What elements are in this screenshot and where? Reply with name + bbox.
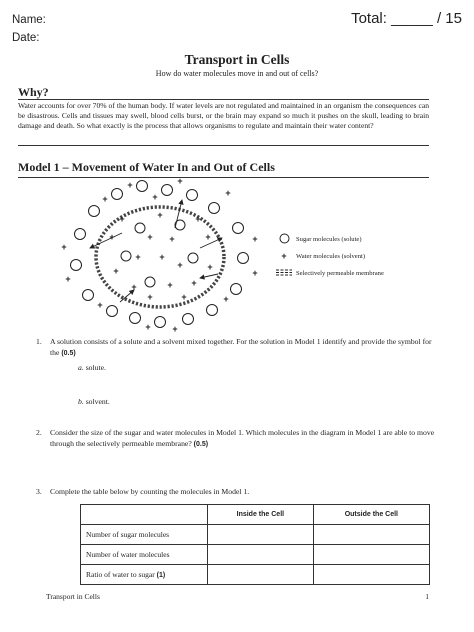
water-molecule: +	[152, 192, 158, 202]
water-molecule: +	[97, 300, 103, 310]
sugar-molecule	[75, 229, 86, 240]
water-molecule: +	[167, 280, 173, 290]
water-molecule: +	[109, 232, 115, 242]
sugar-molecule	[209, 203, 220, 214]
page-title: Transport in Cells	[184, 52, 290, 67]
water-molecules	[61, 178, 257, 334]
table-row	[81, 525, 430, 545]
part-text: solvent.	[85, 397, 110, 406]
water-molecule: +	[157, 210, 163, 220]
sugar-molecule	[207, 305, 218, 316]
model-heading: Model 1 – Movement of Water In and Out of Cells	[18, 160, 275, 174]
part-letter: a.	[78, 363, 84, 372]
water-molecule: +	[181, 292, 187, 302]
date-label: Date:	[12, 32, 40, 44]
water-molecule: +	[131, 282, 137, 292]
table-row	[81, 565, 430, 585]
table-header-blank	[81, 505, 208, 525]
circle-icon	[276, 233, 292, 246]
sugar-molecule	[89, 206, 100, 217]
table-header-outside: Outside the Cell	[313, 505, 429, 525]
sugar-molecule	[83, 290, 94, 301]
water-molecule: +	[252, 268, 258, 278]
sugar-molecule	[112, 189, 123, 200]
row-points: (1)	[156, 572, 166, 579]
inside-cell-answer[interactable]	[208, 525, 314, 545]
question-2	[36, 428, 435, 450]
water-molecule: +	[169, 234, 175, 244]
legend-membrane	[276, 268, 384, 278]
sugar-molecule	[145, 277, 155, 287]
legend-water-label: Water molecules (solvent)	[296, 252, 366, 260]
inside-cell-answer[interactable]	[208, 565, 314, 585]
page-number: 1	[425, 592, 429, 601]
page-subtitle: How do water molecules move in and out of cells?	[155, 69, 319, 78]
question-1	[36, 337, 435, 359]
name-label: Name:	[12, 14, 46, 26]
question-number: 2.	[36, 428, 42, 437]
row-label: Ratio of water to sugar (1)	[81, 565, 208, 585]
legend-membrane-label: Selectively permeable membrane	[296, 269, 384, 277]
water-molecule: +	[207, 262, 213, 272]
dashed-line-icon	[276, 268, 292, 278]
sugar-molecule	[188, 253, 198, 263]
question-points: (0.5)	[193, 440, 209, 448]
water-molecule: +	[65, 274, 71, 284]
why-bottom-rule	[18, 145, 429, 146]
row-label: Number of water molecules	[81, 545, 208, 565]
sugar-molecule	[135, 223, 145, 233]
why-text: Water accounts for over 70% of the human body. If water levels are not regulated and maintained in an organism the consequences can be disastrous. Cells and tissues may swell, blood cells burst, or the brain may expand so much it pushes on the skull, leading to brain damage and death. So what exactly is the process that allows organisms to regulate and maintain their water content?	[18, 101, 429, 130]
water-molecule: +	[177, 260, 183, 270]
table-row	[81, 545, 430, 565]
water-molecule: +	[225, 188, 231, 198]
sugar-molecule	[183, 314, 194, 325]
footer-title: Transport in Cells	[46, 592, 100, 601]
legend-sugar	[276, 233, 362, 246]
water-molecule: +	[159, 252, 165, 262]
sugar-molecule	[233, 223, 244, 234]
water-molecule: +	[177, 178, 183, 186]
legend-water	[276, 251, 365, 261]
legend-sugar-label: Sugar molecules (solute)	[296, 236, 362, 243]
outside-cell-answer[interactable]	[313, 565, 429, 585]
water-molecule: +	[223, 294, 229, 304]
water-molecule: +	[145, 322, 151, 332]
total-score: Total: _____ / 15	[351, 10, 462, 27]
question-text: Consider the size of the sugar and water molecules in Model 1. Which molecules in the diagram in Model 1 are able to move through the selectively permeable membrane?	[50, 428, 435, 448]
water-molecule: +	[252, 234, 258, 244]
water-molecule: +	[191, 278, 197, 288]
cell-diagram	[50, 178, 272, 336]
outside-cell-answer[interactable]	[313, 545, 429, 565]
why-top-rule	[18, 99, 429, 100]
water-molecule: +	[119, 214, 125, 224]
question-text: A solution consists of a solute and a solvent mixed together. For the solution in Model 1 identify and provide the symbol for the	[50, 337, 432, 357]
question-1a	[78, 363, 106, 372]
inside-cell-answer[interactable]	[208, 545, 314, 565]
table-header-inside: Inside the Cell	[208, 505, 314, 525]
movement-arrow	[90, 233, 122, 248]
water-molecule: +	[205, 232, 211, 242]
sugar-molecule	[71, 260, 82, 271]
water-molecule: +	[147, 232, 153, 242]
water-molecule: +	[135, 252, 141, 262]
water-molecule: +	[127, 180, 133, 190]
table-header-row	[81, 505, 430, 525]
water-molecule: +	[61, 242, 67, 252]
water-molecule: +	[102, 194, 108, 204]
question-number: 3.	[36, 487, 42, 496]
sugar-molecule	[238, 253, 249, 264]
question-3	[36, 487, 435, 498]
sugar-molecule	[137, 181, 148, 192]
water-molecule: +	[172, 324, 178, 334]
sugar-molecule	[107, 306, 118, 317]
water-molecule: +	[195, 214, 201, 224]
water-molecule: +	[147, 292, 153, 302]
question-number: 1.	[36, 337, 42, 346]
sugar-molecule	[231, 284, 242, 295]
water-molecule: +	[113, 266, 119, 276]
part-text: solute.	[85, 363, 106, 372]
sugar-molecule	[155, 317, 166, 328]
molecule-count-table	[80, 504, 430, 585]
part-letter: b.	[78, 397, 84, 406]
sugar-molecule	[130, 313, 141, 324]
question-1b	[78, 397, 110, 406]
question-text: Complete the table below by counting the molecules in Model 1.	[50, 487, 250, 496]
plus-icon: +	[281, 251, 287, 261]
outside-cell-answer[interactable]	[313, 525, 429, 545]
sugar-molecule	[121, 251, 131, 261]
question-points: (0.5)	[61, 349, 76, 357]
sugar-molecule	[187, 190, 198, 201]
sugar-molecule	[162, 185, 173, 196]
row-label: Number of sugar molecules	[81, 525, 208, 545]
why-heading: Why?	[18, 85, 49, 99]
